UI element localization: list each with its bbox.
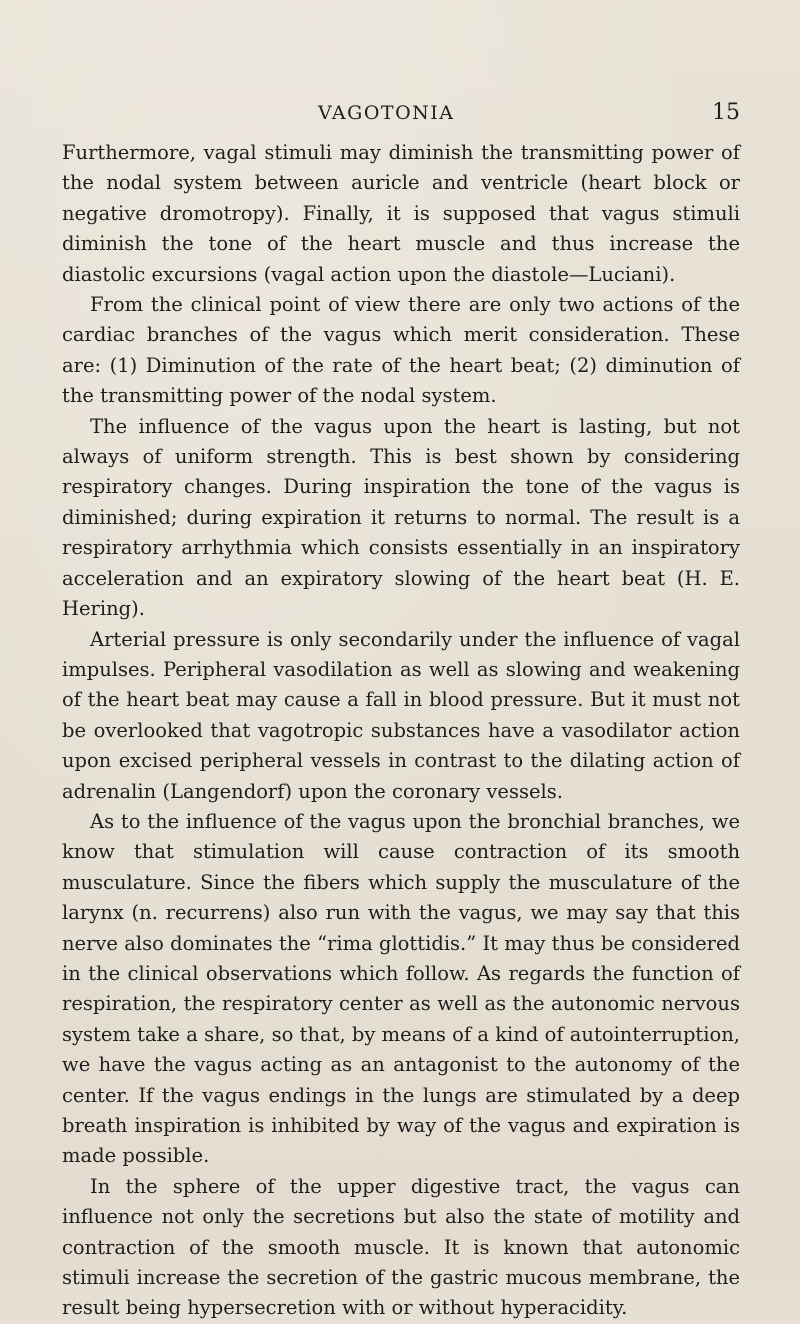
paragraph: In the sphere of the upper digestive tract, the vagus can influence not only the secretions but also the state of motility and contraction of the smooth muscle. It is known that autonomic stimuli increase the secretion of the gastric mucous membrane, the result being hypersecretion with or without hyperacidity. xyxy=(62,1174,740,1320)
running-title: VAGOTONIA xyxy=(318,102,455,124)
paragraph: Arterial pressure is only secondarily under the influence of vagal impulses. Peripheral vasodilation as well as slowing and weakening of the heart beat may cause a fall in blood pressure. But it must not be overlooked that vagotropic substances have a vasodilator action upon excised peripheral vessels in contrast to the dilating action of adrenalin (Langendorf) upon the coronary vessels. xyxy=(62,627,740,803)
running-header xyxy=(60,102,740,132)
paragraph: As to the influence of the vagus upon the bronchial branches, we know that stimulation will cause contraction of its smooth musculature. Since the fibers which supply the musculature of the larynx (n. recurrens) also run with the vagus, we may say that this nerve also dominates the “rima glottidis.” It may thus be considered in the clinical observations which follow. As regards the function of respiration, the respiratory center as well as the autonomic nervous system take a share, so that, by means of a kind of autointerruption, we have the vagus acting as an antagonist to the autonomy of the center. If the vagus endings in the lungs are stimulated by a deep breath inspiration is inhibited by way of the vagus and expiration is made possible. xyxy=(62,809,740,1168)
paragraph: The influence of the vagus upon the heart is lasting, but not always of uniform strength. This is best shown by considering respiratory changes. During inspiration the tone of the vagus is diminished; during expiration it returns to normal. The result is a respiratory arrhythmia which consists essentially in an inspiratory acceleration and an expiratory slowing of the heart beat (H. E. Hering). xyxy=(62,414,740,621)
page-number: 15 xyxy=(712,100,740,125)
paragraph: From the clinical point of view there are only two actions of the cardiac branches of the vagus which merit consideration. These are: (1) Diminution of the rate of the heart beat; (2) diminution of the transmitting power of the nodal system. xyxy=(62,293,740,408)
body-text xyxy=(62,138,740,1324)
paragraph: Furthermore, vagal stimuli may diminish the transmitting power of the nodal system between auricle and ventricle (heart block or negative dromotropy). Finally, it is supposed that vagus stimuli diminish the tone of the heart muscle and thus increase the diastolic excursions (vagal action upon the diastole—Luciani). xyxy=(62,141,740,286)
